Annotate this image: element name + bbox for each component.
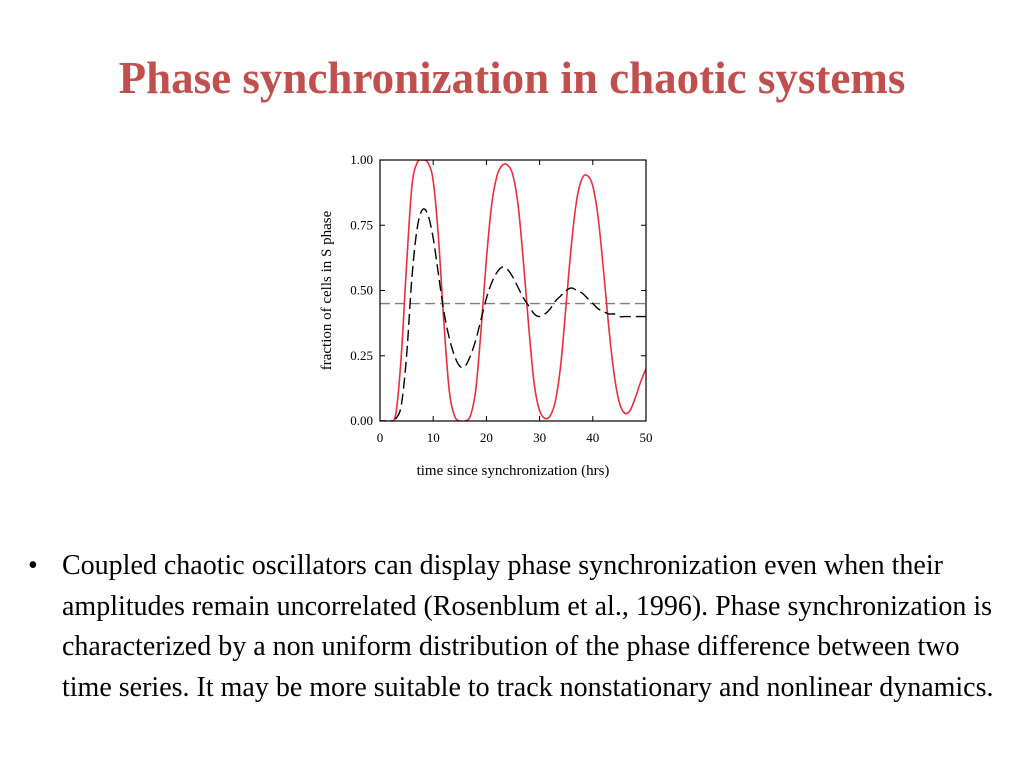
bullet-marker: • [28,550,38,581]
plot-layer [380,160,646,422]
tick-layer [350,152,652,445]
y-tick-label: 1.00 [350,152,373,167]
y-tick-label: 0.25 [350,347,373,363]
y-axis-label: fraction of cells in S phase [319,210,335,371]
x-tick-label: 50 [639,430,653,445]
x-tick-label: 0 [376,430,384,445]
y-tick-label: 0.50 [350,282,373,298]
x-tick-label: 20 [479,430,493,445]
x-tick-label: 30 [533,430,547,445]
chart-figure [300,145,670,485]
x-tick-label: 10 [426,430,440,445]
bullet-item [28,546,1013,708]
y-tick-label: 0.75 [350,217,373,233]
x-axis-label: time since synchronization (hrs) [416,463,610,479]
series-line-dashed [380,209,646,421]
series-line-solid [380,160,646,422]
slide-title: Phase synchronization in chaotic systems [118,53,906,103]
s-phase-chart [300,145,670,485]
bullet-list [28,546,1013,708]
bullet-text: Coupled chaotic oscillators can display phase synchronization even when their amplitudes remain uncorrelated (Rosenblum et al., 1996). Phase synchronization is characterized by a non uniform distribution of the phase difference between two time series. It may be more suitable to track nonstationary and nonlinear dynamics. [62,550,994,703]
x-tick-label: 40 [586,430,600,445]
y-tick-label: 0.00 [350,413,373,428]
